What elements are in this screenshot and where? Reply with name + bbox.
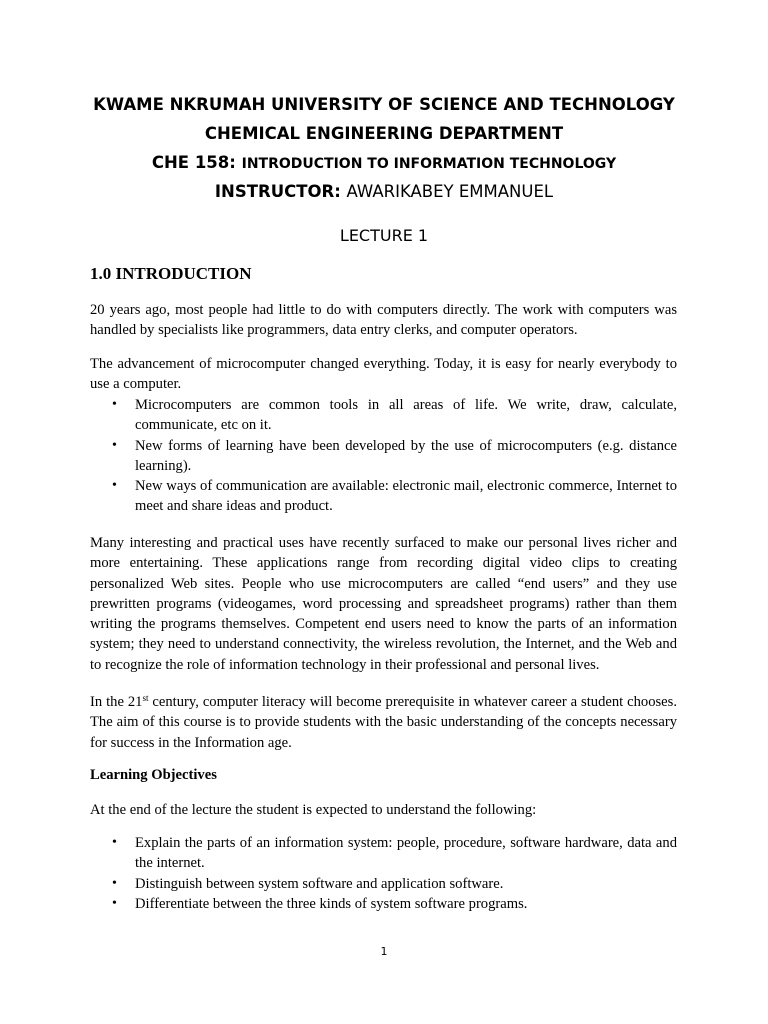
instructor-label: INSTRUCTOR:: [214, 182, 341, 201]
course-line: [60, 153, 708, 172]
bullet-icon: •: [112, 875, 117, 891]
section-heading: 1.0 INTRODUCTION: [90, 264, 252, 283]
intro-paragraph-2: The advancement of microcomputer changed everything. Today, it is easy for nearly everybody to use a computer.: [90, 356, 677, 393]
intro-paragraph-1: 20 years ago, most people had little to do with computers directly. The work with computers was handled by specialists like programmers, data entry clerks, and computer operators.: [90, 302, 677, 339]
course-code: CHE 158:: [151, 153, 236, 172]
lecture-title: LECTURE 1: [339, 226, 429, 245]
objectives-heading: Learning Objectives: [90, 767, 217, 783]
ordinal-superscript: st: [142, 693, 149, 703]
university-title: KWAME NKRUMAH UNIVERSITY OF SCIENCE AND TECHNOLOGY: [93, 95, 675, 114]
list-item: • Distinguish between system software and application software.: [90, 874, 677, 894]
bullet-icon: •: [112, 478, 117, 494]
objectives-intro: At the end of the lecture the student is expected to understand the following:: [90, 802, 537, 818]
page-number: 1: [380, 945, 388, 958]
bullet-icon: •: [112, 835, 117, 850]
list-item: • New ways of communication are available: electronic mail, electronic commerce, Internet to meet and share ideas and product.: [112, 478, 677, 515]
list-item: • Differentiate between the three kinds of system software programs.: [90, 894, 677, 914]
bullet-icon: •: [112, 397, 117, 412]
objectives-bullet-list: [90, 833, 677, 914]
intro-paragraph-3: Many interesting and practical uses have recently surfaced to make our personal lives richer and more entertaining. These applications range from recording digital video clips to creating personalized Web sites. People who use microcomputers are called “end users” and they use prewritten programs (videogames, word processing and spreadsheet programs) rather than them writing the programs themselves. Competent end users need to know the parts of an information system; they need to understand connectivity, the wireless revolution, the Internet, and the Web and to recognize the role of information technology in their professional and personal lives.: [90, 535, 677, 673]
instructor-line: [60, 182, 708, 201]
instructor-name: AWARIKABEY EMMANUEL: [346, 182, 554, 201]
course-title: INTRODUCTION TO INFORMATION TECHNOLOGY: [241, 156, 617, 172]
microcomputer-bullet-list: [90, 395, 677, 517]
bullet-icon: •: [112, 895, 117, 911]
department-title: CHEMICAL ENGINEERING DEPARTMENT: [204, 124, 564, 143]
list-item: • Explain the parts of an information system: people, procedure, software hardware, data and the internet.: [112, 835, 677, 872]
list-item: • Microcomputers are common tools in all areas of life. We write, draw, calculate, communicate, etc on it.: [112, 397, 677, 434]
intro-paragraph-4: In the 21st century, computer literacy will become prerequisite in whatever career a student chooses. The aim of this course is to provide students with the basic understanding of the concepts necessary for success in the Information age.: [90, 693, 677, 751]
bullet-icon: •: [112, 437, 117, 453]
list-item: • New forms of learning have been developed by the use of microcomputers (e.g. distance learning).: [112, 437, 677, 474]
